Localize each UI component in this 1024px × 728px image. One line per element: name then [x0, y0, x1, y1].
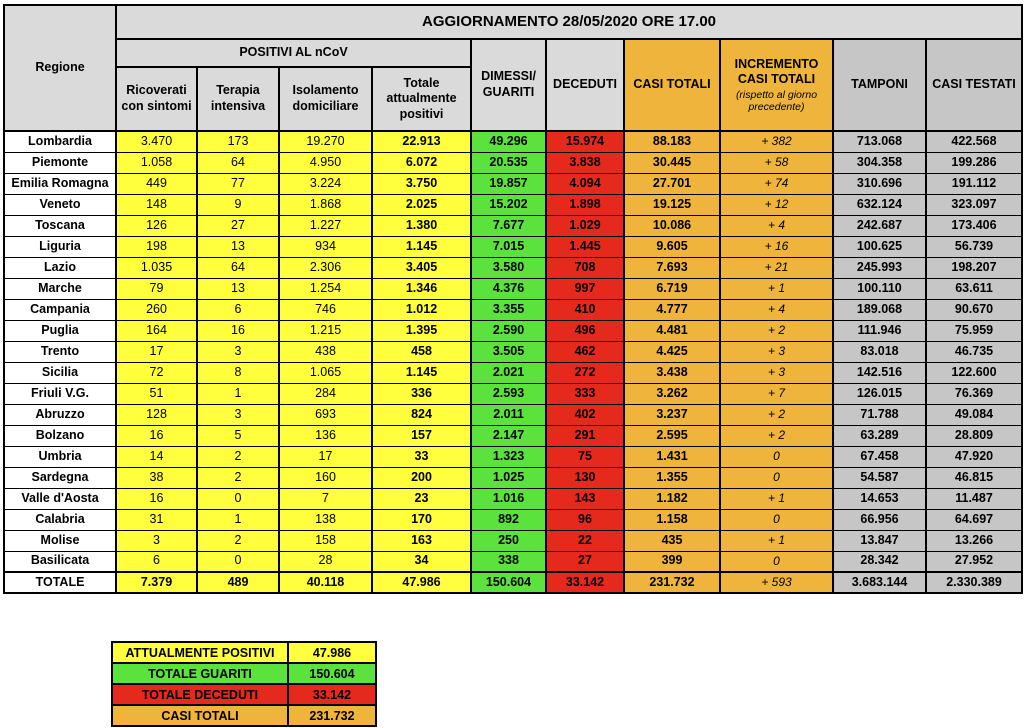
- cell-terapia_intensiva: 2: [197, 530, 279, 551]
- cell-tamponi: 142.516: [833, 362, 926, 383]
- cell-casi_testati: 122.600: [926, 362, 1022, 383]
- cell-dimessi_guariti: 338: [471, 551, 546, 572]
- cell-casi_testati: 46.735: [926, 341, 1022, 362]
- cell-casi_testati: 63.611: [926, 278, 1022, 299]
- cell-ricoverati: 72: [116, 362, 197, 383]
- cell-dimessi_guariti: 7.015: [471, 236, 546, 257]
- cell-casi_totali: 7.693: [624, 257, 720, 278]
- cell-casi_testati: 90.670: [926, 299, 1022, 320]
- cell-totale_positivi: 824: [372, 404, 471, 425]
- total-row: [4, 572, 1022, 593]
- cell-deceduti: 291: [546, 425, 624, 446]
- cell-casi_testati: 422.568: [926, 131, 1022, 152]
- cell-isolamento: 158: [279, 530, 372, 551]
- cell-totale_positivi: 34: [372, 551, 471, 572]
- table-row: [4, 509, 1022, 530]
- cell-regione: Marche: [4, 278, 116, 299]
- cell-regione: Molise: [4, 530, 116, 551]
- cell-terapia_intensiva: 8: [197, 362, 279, 383]
- cell-deceduti: 130: [546, 467, 624, 488]
- cell-incremento: + 2: [720, 425, 833, 446]
- cell-deceduti: 15.974: [546, 131, 624, 152]
- cell-casi_totali: 1.355: [624, 467, 720, 488]
- cell-isolamento: 438: [279, 341, 372, 362]
- cell-casi_totali: 19.125: [624, 194, 720, 215]
- cell-casi_testati: 323.097: [926, 194, 1022, 215]
- cell-tamponi: 713.068: [833, 131, 926, 152]
- cell-ricoverati: 1.035: [116, 257, 197, 278]
- cell-casi_testati: 13.266: [926, 530, 1022, 551]
- cell-isolamento: 3.224: [279, 173, 372, 194]
- cell-totale_positivi: 1.145: [372, 236, 471, 257]
- cell-tamponi: 189.068: [833, 299, 926, 320]
- cell-ricoverati: 126: [116, 215, 197, 236]
- cell-deceduti: 496: [546, 320, 624, 341]
- cell-tamponi: 304.358: [833, 152, 926, 173]
- cell-casi_totali: 3.262: [624, 383, 720, 404]
- cell-incremento: + 21: [720, 257, 833, 278]
- cell-terapia_intensiva: 27: [197, 215, 279, 236]
- cell-tamponi: 63.289: [833, 425, 926, 446]
- cell-isolamento: 28: [279, 551, 372, 572]
- cell-regione: Bolzano: [4, 425, 116, 446]
- table-row: [4, 299, 1022, 320]
- cell-incremento: + 593: [720, 572, 833, 593]
- cell-deceduti: 333: [546, 383, 624, 404]
- table-row: [4, 278, 1022, 299]
- header-regione: Regione: [4, 5, 116, 131]
- cell-casi_totali: 10.086: [624, 215, 720, 236]
- cell-ricoverati: 7.379: [116, 572, 197, 593]
- cell-tamponi: 3.683.144: [833, 572, 926, 593]
- cell-incremento: + 2: [720, 320, 833, 341]
- header-incremento-label: INCREMENTO CASI TOTALI: [734, 56, 819, 87]
- cell-casi_testati: 75.959: [926, 320, 1022, 341]
- cell-casi_testati: 198.207: [926, 257, 1022, 278]
- cell-regione: Trento: [4, 341, 116, 362]
- cell-incremento: + 3: [720, 341, 833, 362]
- cell-incremento: + 3: [720, 362, 833, 383]
- header-casi-testati: CASI TESTATI: [926, 39, 1022, 131]
- cell-isolamento: 746: [279, 299, 372, 320]
- cell-tamponi: 67.458: [833, 446, 926, 467]
- cell-totale_positivi: 1.012: [372, 299, 471, 320]
- cell-incremento: 0: [720, 446, 833, 467]
- cell-isolamento: 284: [279, 383, 372, 404]
- cell-deceduti: 4.094: [546, 173, 624, 194]
- cell-dimessi_guariti: 2.147: [471, 425, 546, 446]
- cell-dimessi_guariti: 250: [471, 530, 546, 551]
- cell-deceduti: 33.142: [546, 572, 624, 593]
- cell-tamponi: 632.124: [833, 194, 926, 215]
- table-row: [4, 467, 1022, 488]
- cell-isolamento: 4.950: [279, 152, 372, 173]
- cell-deceduti: 402: [546, 404, 624, 425]
- cell-dimessi_guariti: 19.857: [471, 173, 546, 194]
- cell-dimessi_guariti: 3.505: [471, 341, 546, 362]
- cell-regione: Friuli V.G.: [4, 383, 116, 404]
- table-row: [4, 362, 1022, 383]
- summary-value: 150.604: [288, 663, 376, 684]
- cell-tamponi: 126.015: [833, 383, 926, 404]
- cell-terapia_intensiva: 2: [197, 446, 279, 467]
- cell-terapia_intensiva: 1: [197, 383, 279, 404]
- summary-value: 33.142: [288, 684, 376, 705]
- cell-ricoverati: 164: [116, 320, 197, 341]
- cell-incremento: + 1: [720, 488, 833, 509]
- cell-deceduti: 96: [546, 509, 624, 530]
- cell-casi_testati: 76.369: [926, 383, 1022, 404]
- cell-totale_positivi: 163: [372, 530, 471, 551]
- cell-totale_positivi: 33: [372, 446, 471, 467]
- cell-incremento: 0: [720, 509, 833, 530]
- summary-value: 47.986: [288, 642, 376, 663]
- cell-ricoverati: 260: [116, 299, 197, 320]
- cell-isolamento: 2.306: [279, 257, 372, 278]
- cell-isolamento: 1.065: [279, 362, 372, 383]
- cell-tamponi: 310.696: [833, 173, 926, 194]
- cell-deceduti: 462: [546, 341, 624, 362]
- cell-dimessi_guariti: 4.376: [471, 278, 546, 299]
- summary-row: [112, 684, 376, 705]
- cell-regione: Liguria: [4, 236, 116, 257]
- header-casi-totali: CASI TOTALI: [624, 39, 720, 131]
- cell-tamponi: 83.018: [833, 341, 926, 362]
- summary-row: [112, 705, 376, 726]
- cell-incremento: + 1: [720, 278, 833, 299]
- cell-isolamento: 40.118: [279, 572, 372, 593]
- cell-ricoverati: 16: [116, 488, 197, 509]
- cell-casi_totali: 1.158: [624, 509, 720, 530]
- cell-dimessi_guariti: 2.011: [471, 404, 546, 425]
- cell-terapia_intensiva: 3: [197, 404, 279, 425]
- header-ricoverati: Ricoverati con sintomi: [116, 67, 197, 131]
- cell-casi_testati: 27.952: [926, 551, 1022, 572]
- cell-tamponi: 242.687: [833, 215, 926, 236]
- cell-casi_totali: 435: [624, 530, 720, 551]
- cell-deceduti: 1.898: [546, 194, 624, 215]
- cell-deceduti: 27: [546, 551, 624, 572]
- cell-casi_totali: 1.182: [624, 488, 720, 509]
- cell-terapia_intensiva: 64: [197, 152, 279, 173]
- cell-ricoverati: 38: [116, 467, 197, 488]
- cell-casi_totali: 4.481: [624, 320, 720, 341]
- cell-dimessi_guariti: 150.604: [471, 572, 546, 593]
- summary-row: [112, 642, 376, 663]
- cell-isolamento: 19.270: [279, 131, 372, 152]
- table-row: [4, 320, 1022, 341]
- cell-isolamento: 693: [279, 404, 372, 425]
- cell-terapia_intensiva: 5: [197, 425, 279, 446]
- cell-casi_testati: 191.112: [926, 173, 1022, 194]
- header-incremento: [720, 39, 833, 131]
- cell-terapia_intensiva: 16: [197, 320, 279, 341]
- header-deceduti: DECEDUTI: [546, 39, 624, 131]
- cell-casi_testati: 47.920: [926, 446, 1022, 467]
- table-row: [4, 152, 1022, 173]
- cell-terapia_intensiva: 0: [197, 488, 279, 509]
- cell-casi_testati: 2.330.389: [926, 572, 1022, 593]
- header-tamponi: TAMPONI: [833, 39, 926, 131]
- summary-label: TOTALE DECEDUTI: [112, 684, 288, 705]
- cell-ricoverati: 31: [116, 509, 197, 530]
- cell-casi_testati: 46.815: [926, 467, 1022, 488]
- cell-casi_totali: 4.425: [624, 341, 720, 362]
- cell-totale_positivi: 23: [372, 488, 471, 509]
- cell-casi_totali: 27.701: [624, 173, 720, 194]
- cell-tamponi: 111.946: [833, 320, 926, 341]
- cell-isolamento: 138: [279, 509, 372, 530]
- cell-totale_positivi: 3.405: [372, 257, 471, 278]
- cell-dimessi_guariti: 15.202: [471, 194, 546, 215]
- cell-incremento: + 382: [720, 131, 833, 152]
- cell-regione: TOTALE: [4, 572, 116, 593]
- cell-terapia_intensiva: 9: [197, 194, 279, 215]
- cell-totale_positivi: 1.346: [372, 278, 471, 299]
- cell-isolamento: 160: [279, 467, 372, 488]
- header-positivi-group: POSITIVI AL nCoV: [116, 39, 471, 67]
- cell-dimessi_guariti: 2.021: [471, 362, 546, 383]
- cell-casi_totali: 4.777: [624, 299, 720, 320]
- cell-regione: Emilia Romagna: [4, 173, 116, 194]
- cell-dimessi_guariti: 2.590: [471, 320, 546, 341]
- cell-casi_testati: 28.809: [926, 425, 1022, 446]
- table-row: [4, 236, 1022, 257]
- cell-casi_totali: 88.183: [624, 131, 720, 152]
- cell-tamponi: 28.342: [833, 551, 926, 572]
- cell-isolamento: 1.215: [279, 320, 372, 341]
- cell-terapia_intensiva: 3: [197, 341, 279, 362]
- cell-dimessi_guariti: 1.323: [471, 446, 546, 467]
- header-row-groups: [4, 39, 1022, 67]
- cell-isolamento: 1.227: [279, 215, 372, 236]
- summary-table-body: [112, 642, 376, 726]
- cell-totale_positivi: 170: [372, 509, 471, 530]
- cell-incremento: + 12: [720, 194, 833, 215]
- cell-casi_totali: 231.732: [624, 572, 720, 593]
- cell-deceduti: 410: [546, 299, 624, 320]
- cell-regione: Calabria: [4, 509, 116, 530]
- cell-regione: Umbria: [4, 446, 116, 467]
- cell-regione: Lazio: [4, 257, 116, 278]
- cell-isolamento: 7: [279, 488, 372, 509]
- summary-label: CASI TOTALI: [112, 705, 288, 726]
- table-row: [4, 530, 1022, 551]
- cell-tamponi: 100.625: [833, 236, 926, 257]
- cell-incremento: + 2: [720, 404, 833, 425]
- cell-regione: Campania: [4, 299, 116, 320]
- cell-incremento: + 7: [720, 383, 833, 404]
- cell-ricoverati: 148: [116, 194, 197, 215]
- cell-terapia_intensiva: 77: [197, 173, 279, 194]
- cell-deceduti: 272: [546, 362, 624, 383]
- cell-ricoverati: 79: [116, 278, 197, 299]
- cell-totale_positivi: 458: [372, 341, 471, 362]
- cell-dimessi_guariti: 3.580: [471, 257, 546, 278]
- cell-tamponi: 66.956: [833, 509, 926, 530]
- cell-totale_positivi: 1.380: [372, 215, 471, 236]
- table-row: [4, 194, 1022, 215]
- summary-label: TOTALE GUARITI: [112, 663, 288, 684]
- cell-terapia_intensiva: 173: [197, 131, 279, 152]
- cell-deceduti: 1.029: [546, 215, 624, 236]
- cell-ricoverati: 51: [116, 383, 197, 404]
- table-row: [4, 425, 1022, 446]
- table-row: [4, 215, 1022, 236]
- cell-tamponi: 71.788: [833, 404, 926, 425]
- cell-casi_testati: 64.697: [926, 509, 1022, 530]
- cell-incremento: + 16: [720, 236, 833, 257]
- cell-tamponi: 100.110: [833, 278, 926, 299]
- cell-incremento: 0: [720, 467, 833, 488]
- cell-isolamento: 934: [279, 236, 372, 257]
- cell-regione: Puglia: [4, 320, 116, 341]
- table-row: [4, 341, 1022, 362]
- cell-dimessi_guariti: 49.296: [471, 131, 546, 152]
- cell-casi_testati: 11.487: [926, 488, 1022, 509]
- table-row: [4, 131, 1022, 152]
- cell-casi_totali: 6.719: [624, 278, 720, 299]
- cell-deceduti: 708: [546, 257, 624, 278]
- cell-casi_testati: 173.406: [926, 215, 1022, 236]
- cell-terapia_intensiva: 2: [197, 467, 279, 488]
- cell-ricoverati: 6: [116, 551, 197, 572]
- cell-deceduti: 22: [546, 530, 624, 551]
- cell-incremento: + 74: [720, 173, 833, 194]
- cell-ricoverati: 17: [116, 341, 197, 362]
- summary-row: [112, 663, 376, 684]
- cell-regione: Sardegna: [4, 467, 116, 488]
- cell-casi_testati: 199.286: [926, 152, 1022, 173]
- cell-ricoverati: 128: [116, 404, 197, 425]
- cell-casi_totali: 2.595: [624, 425, 720, 446]
- cell-dimessi_guariti: 7.677: [471, 215, 546, 236]
- cell-casi_testati: 56.739: [926, 236, 1022, 257]
- cell-deceduti: 1.445: [546, 236, 624, 257]
- cell-tamponi: 54.587: [833, 467, 926, 488]
- header-incremento-note: (rispetto al giorno precedente): [735, 89, 818, 114]
- cell-tamponi: 13.847: [833, 530, 926, 551]
- cell-terapia_intensiva: 64: [197, 257, 279, 278]
- cell-regione: Piemonte: [4, 152, 116, 173]
- cell-casi_totali: 30.445: [624, 152, 720, 173]
- cell-ricoverati: 3: [116, 530, 197, 551]
- cell-casi_totali: 9.605: [624, 236, 720, 257]
- table-row: [4, 551, 1022, 572]
- cell-totale_positivi: 6.072: [372, 152, 471, 173]
- cell-regione: Abruzzo: [4, 404, 116, 425]
- cell-incremento: 0: [720, 551, 833, 572]
- header-dimessi-guariti: DIMESSI/ GUARITI: [471, 39, 546, 131]
- cell-dimessi_guariti: 1.016: [471, 488, 546, 509]
- cell-totale_positivi: 47.986: [372, 572, 471, 593]
- cell-totale_positivi: 336: [372, 383, 471, 404]
- table-row: [4, 257, 1022, 278]
- cell-dimessi_guariti: 20.535: [471, 152, 546, 173]
- table-row: [4, 173, 1022, 194]
- cell-tamponi: 245.993: [833, 257, 926, 278]
- cell-ricoverati: 16: [116, 425, 197, 446]
- cell-regione: Toscana: [4, 215, 116, 236]
- cell-casi_totali: 1.431: [624, 446, 720, 467]
- cell-casi_testati: 49.084: [926, 404, 1022, 425]
- cell-dimessi_guariti: 1.025: [471, 467, 546, 488]
- cell-totale_positivi: 22.913: [372, 131, 471, 152]
- cell-terapia_intensiva: 6: [197, 299, 279, 320]
- cell-totale_positivi: 1.145: [372, 362, 471, 383]
- header-terapia-intensiva: Terapia intensiva: [197, 67, 279, 131]
- cell-regione: Basilicata: [4, 551, 116, 572]
- cell-totale_positivi: 2.025: [372, 194, 471, 215]
- cell-incremento: + 4: [720, 215, 833, 236]
- cell-deceduti: 3.838: [546, 152, 624, 173]
- header-totale-positivi: Totale attualmente positivi: [372, 67, 471, 131]
- cell-totale_positivi: 200: [372, 467, 471, 488]
- cell-isolamento: 1.254: [279, 278, 372, 299]
- cell-ricoverati: 1.058: [116, 152, 197, 173]
- cell-terapia_intensiva: 0: [197, 551, 279, 572]
- cell-deceduti: 143: [546, 488, 624, 509]
- cell-ricoverati: 14: [116, 446, 197, 467]
- cell-isolamento: 1.868: [279, 194, 372, 215]
- summary-value: 231.732: [288, 705, 376, 726]
- cell-regione: Valle d'Aosta: [4, 488, 116, 509]
- cell-terapia_intensiva: 13: [197, 236, 279, 257]
- cell-ricoverati: 3.470: [116, 131, 197, 152]
- cell-regione: Veneto: [4, 194, 116, 215]
- cell-terapia_intensiva: 1: [197, 509, 279, 530]
- cell-regione: Lombardia: [4, 131, 116, 152]
- cell-deceduti: 997: [546, 278, 624, 299]
- table-row: [4, 383, 1022, 404]
- cell-ricoverati: 449: [116, 173, 197, 194]
- cell-deceduti: 75: [546, 446, 624, 467]
- cell-incremento: + 1: [720, 530, 833, 551]
- table-row: [4, 446, 1022, 467]
- cell-incremento: + 4: [720, 299, 833, 320]
- cell-totale_positivi: 1.395: [372, 320, 471, 341]
- cell-dimessi_guariti: 3.355: [471, 299, 546, 320]
- page-title: AGGIORNAMENTO 28/05/2020 ORE 17.00: [116, 5, 1022, 39]
- cell-dimessi_guariti: 2.593: [471, 383, 546, 404]
- cell-isolamento: 17: [279, 446, 372, 467]
- covid-regional-table: [3, 4, 1023, 594]
- cell-terapia_intensiva: 13: [197, 278, 279, 299]
- cell-regione: Sicilia: [4, 362, 116, 383]
- table-row: [4, 404, 1022, 425]
- cell-totale_positivi: 3.750: [372, 173, 471, 194]
- header-isolamento: Isolamento domiciliare: [279, 67, 372, 131]
- cell-tamponi: 14.653: [833, 488, 926, 509]
- table-row: [4, 488, 1022, 509]
- cell-terapia_intensiva: 489: [197, 572, 279, 593]
- cell-incremento: + 58: [720, 152, 833, 173]
- cell-ricoverati: 198: [116, 236, 197, 257]
- summary-label: ATTUALMENTE POSITIVI: [112, 642, 288, 663]
- cell-casi_totali: 399: [624, 551, 720, 572]
- covid-table-body: [4, 131, 1022, 593]
- summary-table: [111, 641, 377, 727]
- cell-casi_totali: 3.237: [624, 404, 720, 425]
- cell-totale_positivi: 157: [372, 425, 471, 446]
- cell-casi_totali: 3.438: [624, 362, 720, 383]
- cell-isolamento: 136: [279, 425, 372, 446]
- header-row-title: [4, 5, 1022, 39]
- cell-dimessi_guariti: 892: [471, 509, 546, 530]
